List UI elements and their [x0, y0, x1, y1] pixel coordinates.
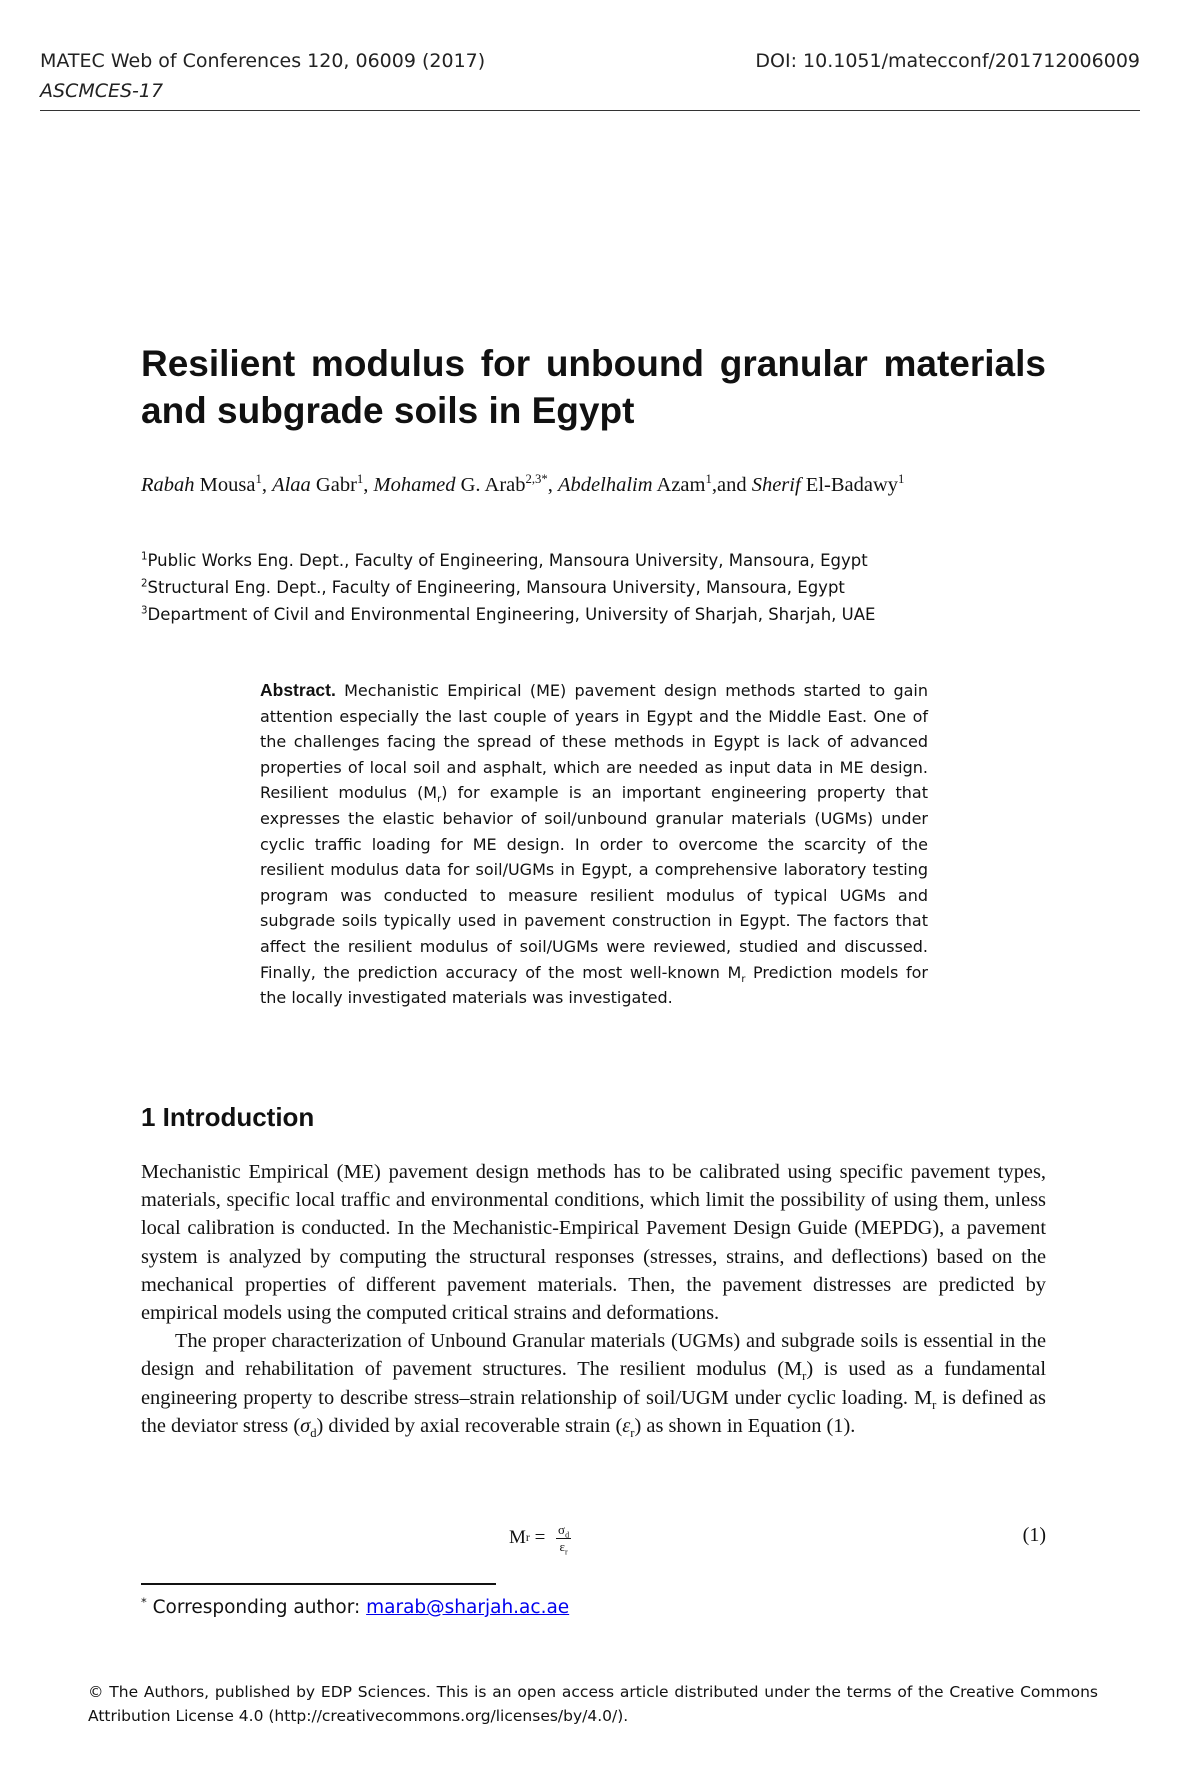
conference-name: ASCMCES-17 — [40, 80, 164, 102]
subscript: r — [741, 973, 746, 985]
author-affil-mark: 1 — [255, 472, 262, 487]
author — [272, 474, 373, 496]
author-family-name: Gabr — [315, 474, 357, 496]
subscript: r — [932, 1397, 937, 1412]
section-heading: 1 Introduction — [141, 1102, 315, 1132]
author-separator: , — [547, 474, 559, 496]
header-rule — [40, 110, 1140, 111]
equation-body: M r = $\frac{\sigma_d}{\varepsilon_r}$ — [509, 1521, 570, 1557]
abstract-label: Abstract. — [260, 680, 336, 700]
footnote-label: Corresponding author: — [146, 1597, 367, 1618]
affiliation-mark: 3 — [141, 605, 148, 617]
author — [374, 474, 559, 496]
paragraph — [141, 1327, 1046, 1440]
paper-title: Resilient modulus for unbound granular materials and subgrade soils in Egypt — [141, 343, 1046, 431]
abstract-text: Prediction models for the locally investigated materials was investigated. — [260, 962, 928, 1008]
author-family-name: G. Arab — [460, 474, 526, 496]
equals-sign: = — [529, 1527, 551, 1548]
author-separator: , — [363, 474, 374, 496]
author-given-name: Sherif — [751, 474, 801, 496]
affiliation-mark: 2 — [141, 578, 148, 590]
author-given-name: Rabah — [141, 474, 195, 496]
text-run: ) as shown in Equation (1). — [634, 1414, 856, 1437]
fraction-numerator — [556, 1522, 571, 1539]
doi-text: DOI: 10.1051/matecconf/201712006009 — [755, 50, 1140, 72]
subscript: d — [310, 1425, 317, 1440]
symbol-epsilon: ε — [559, 1538, 565, 1554]
paragraph: Mechanistic Empirical (ME) pavement design methods has to be calibrated using specific pavement types, materials, specific local traffic and environmental conditions, which limit the possibility of using them, unless local calibration is conducted. In the Mechanistic-Empirical Pavement Design Guide (MEPDG), a pavement system is analyzed by computing the structural responses (stresses, strains, and deflections) based on the mechanical properties of different pavement materials. Then, the pavement distresses are predicted by empirical models using the computed critical strains and deformations. — [141, 1161, 1046, 1325]
author-family-name: Azam — [656, 474, 706, 496]
equation-lhs: M — [509, 1527, 526, 1548]
affiliation — [141, 574, 1046, 601]
equation-1 — [141, 1515, 1046, 1561]
fraction — [556, 1522, 571, 1555]
abstract — [260, 678, 928, 1011]
author-family-name: Mousa — [199, 474, 256, 496]
author-affil-mark: 1 — [705, 472, 712, 487]
affiliation-text: Public Works Eng. Dept., Faculty of Engineering, Mansoura University, Mansoura, Egypt — [147, 551, 868, 570]
affiliation — [141, 601, 1046, 628]
equation-number: (1) — [1022, 1524, 1046, 1546]
symbol-sigma: σ — [300, 1414, 311, 1437]
author — [558, 474, 752, 496]
text-run: ) is used as a fundamental engineering property to describe stress–strain relationship of soil/UGM under cyclic loading. M — [141, 1358, 1046, 1409]
author — [141, 474, 272, 496]
running-header-left — [40, 50, 485, 102]
affiliation-list — [141, 547, 1046, 628]
affiliation-text: Structural Eng. Dept., Faculty of Engineering, Mansoura University, Mansoura, Egypt — [147, 578, 845, 597]
text-run: ) divided by axial recoverable strain ( — [316, 1414, 623, 1437]
symbol-epsilon: ε — [622, 1414, 631, 1437]
author-email-link[interactable]: marab@sharjah.ac.ae — [366, 1597, 570, 1618]
author-affil-mark: 1 — [898, 472, 905, 487]
footnote-mark: * — [141, 1594, 147, 1609]
author-given-name: Abdelhalim — [558, 474, 653, 496]
abstract-text: Mechanistic Empirical (ME) pavement design methods started to gain attention especially the last couple of years in Egypt and the Middle East. One of the challenges facing the spread of these methods in Egypt is lack of advanced properties of local soil and asphalt, which are needed as input data in ME design. Resilient modulus (M — [260, 681, 928, 803]
license-notice: © The Authors, published by EDP Sciences. This is an open access article distributed under the terms of the Creative Commons Attribution License 4.0 (http://creativecommons.org/licenses/by/4.0/). — [88, 1683, 1098, 1725]
fraction-denominator — [559, 1539, 567, 1555]
subscript: r — [630, 1425, 635, 1440]
symbol-sigma: σ — [558, 1521, 566, 1537]
abstract-text: ) for example is an important engineering property that expresses the elastic behavior of soil/unbound granular materials (UGMs) under cyclic traffic loading for ME design. In order to overcome the scarcity of the resilient modulus data for soil/UGMs in Egypt, a comprehensive laboratory testing program was conducted to measure resilient modulus of typical UGMs and subgrade soils typically used in pavement construction in Egypt. The factors that affect the resilient modulus of soil/UGMs were reviewed, studied and discussed. Finally, the prediction accuracy of the most well-known M — [260, 783, 929, 982]
author-family-name: El-Badawy — [805, 474, 899, 496]
subscript: d — [565, 1530, 570, 1540]
body-text — [141, 1158, 1046, 1440]
text-run: is defined as the deviator stress ( — [141, 1386, 1046, 1437]
author-given-name: Alaa — [272, 474, 311, 496]
footnote-rule — [141, 1583, 496, 1585]
author-affil-mark: 1 — [356, 472, 364, 487]
author-separator: ,and — [711, 474, 752, 496]
author-affil-mark: 2,3* — [525, 472, 548, 487]
author-list — [141, 470, 1046, 500]
author — [752, 474, 905, 496]
affiliation-mark: 1 — [141, 551, 148, 563]
author-given-name: Mohamed — [373, 474, 456, 496]
journal-citation: MATEC Web of Conferences 120, 06009 (2017) — [40, 50, 486, 72]
author-separator: , — [261, 474, 273, 496]
affiliation — [141, 547, 1046, 574]
footnote — [141, 1594, 570, 1618]
affiliation-text: Department of Civil and Environmental Engineering, University of Sharjah, Sharjah, UAE — [147, 605, 876, 624]
text-run: The proper characterization of Unbound Granular materials (UGMs) and subgrade soils is essential in the design and rehabilitation of pavement structures. The resilient modulus (M — [141, 1330, 1046, 1381]
subscript: r — [564, 1547, 568, 1557]
subscript: r — [437, 794, 442, 806]
subscript: r — [802, 1369, 807, 1384]
